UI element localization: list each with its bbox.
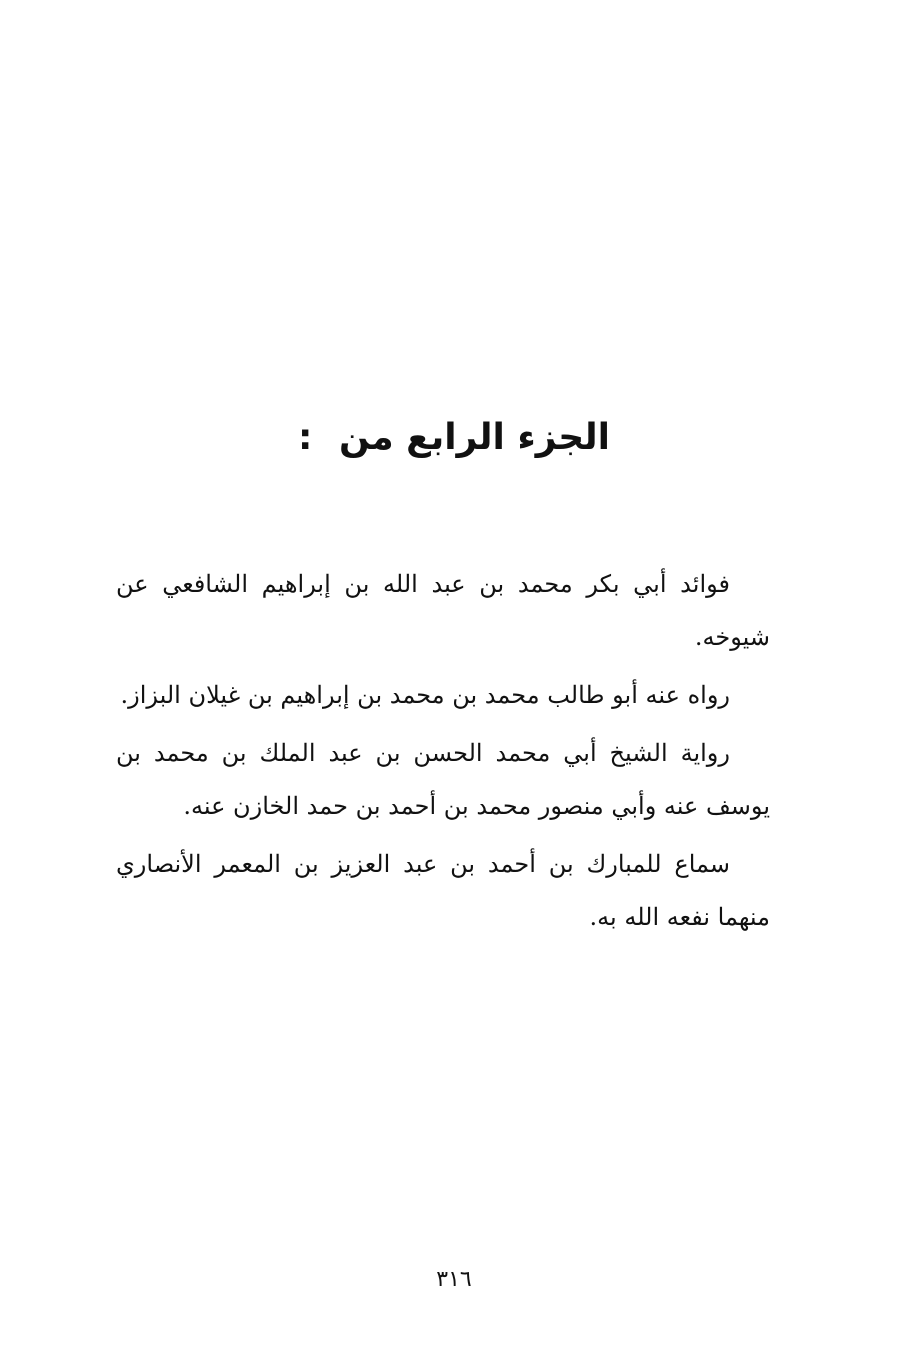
- page-number: ٣١٦: [436, 1267, 472, 1292]
- heading-title: الجزء الرابع من: [338, 417, 610, 458]
- body-text: [116, 558, 770, 949]
- paragraph-transmission: رواية الشيخ أبي محمد الحسن بن عبد الملك بن محمد بن يوسف عنه وأبي منصور محمد بن أحمد بن حمد الخازن عنه.: [116, 739, 770, 820]
- paragraph-narrator: رواه عنه أبو طالب محمد بن محمد بن إبراهيم بن غيلان البزاز.: [120, 681, 730, 709]
- heading-colon: :: [297, 417, 313, 458]
- paragraph-audition: سماع للمبارك بن أحمد بن عبد العزيز بن المعمر الأنصاري منهما نفعه الله به.: [116, 850, 770, 931]
- paragraph-title-work: فوائد أبي بكر محمد بن عبد الله بن إبراهيم الشافعي عن شيوخه.: [116, 570, 770, 651]
- section-heading: [0, 408, 908, 468]
